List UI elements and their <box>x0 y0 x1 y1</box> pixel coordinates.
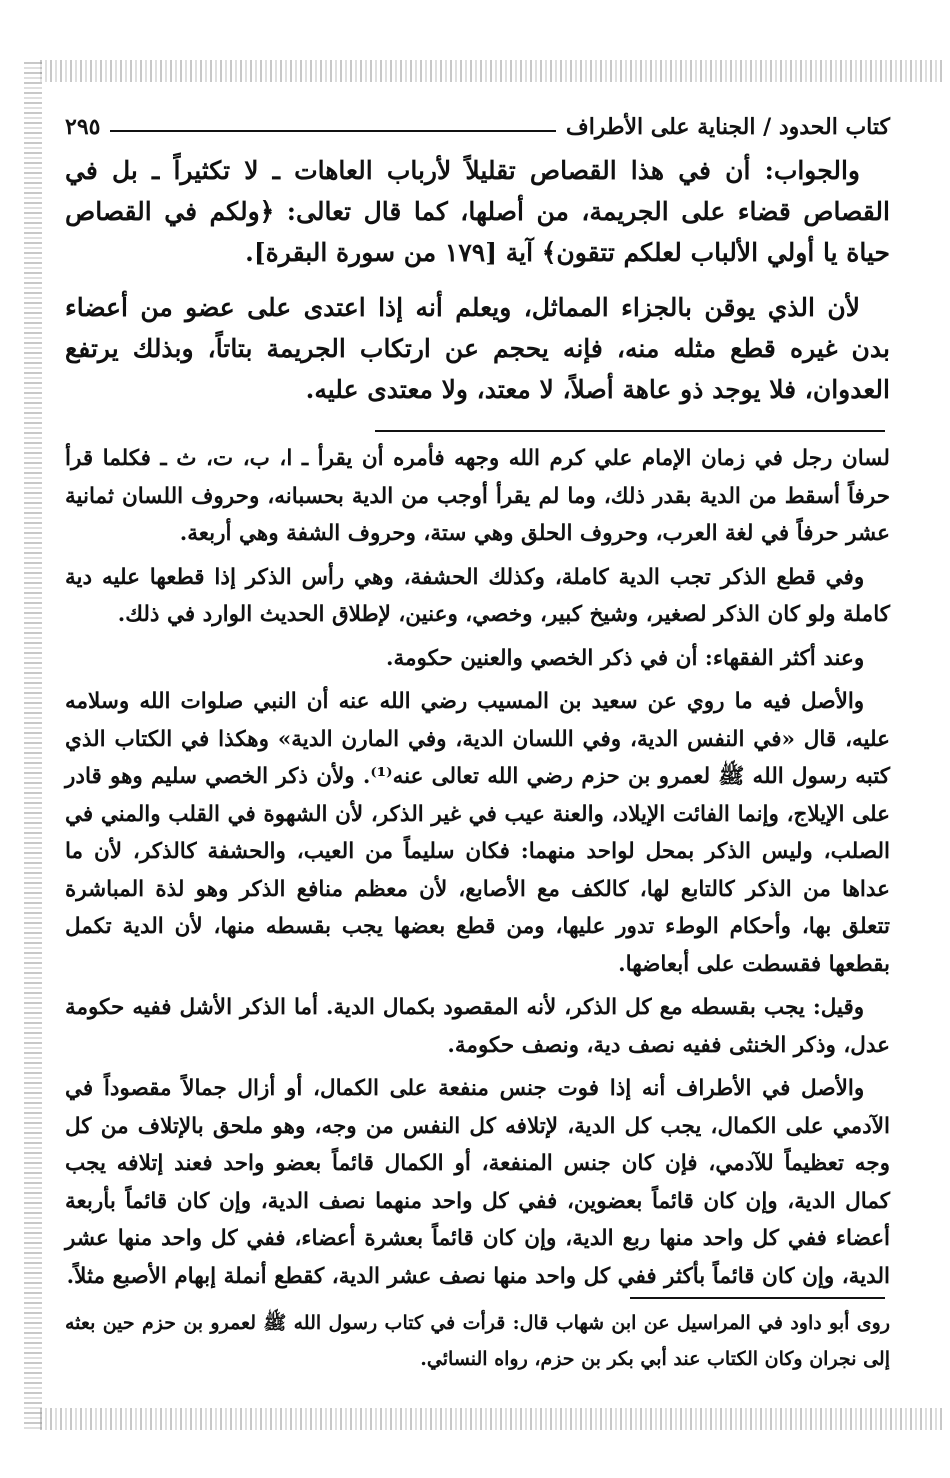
decorative-border-top <box>40 60 945 82</box>
notes-divider <box>375 430 885 432</box>
main-text <box>65 150 890 424</box>
main-paragraph: لأن الذي يوقن بالجزاء المماثل، ويعلم أنه إذا اعتدى على عضو من أعضاء بدن غيره قطع مثله منه، فإنه يحجم عن ارتكاب الجريمة بتاتاً، وبذلك يرتفع العدوان، فلا يوجد ذو عاهة أصلاً، لا معتد، ولا معتدى عليه. <box>65 293 890 404</box>
footnote-text: روى أبو داود في المراسيل عن ابن شهاب قال: قرأت في كتاب رسول الله ﷺ لعمرو بن حزم حين بعثه إلى نجران وكان الكتاب عند أبي بكر بن حزم، رواه النسائي. <box>65 1312 890 1370</box>
main-paragraph: والجواب: أن في هذا القصاص تقليلاً لأرباب العاهات ـ لا تكثيراً ـ بل في القصاص قضاء على الجريمة، من أصلها، كما قال تعالى: ﴿ولكم في القصاص حياة يا أولي الألباب لعلكم تتقون﴾ آية [١٧٩ من سورة البقرة]. <box>65 156 890 267</box>
running-header <box>65 96 890 140</box>
footnote-section <box>65 1305 890 1377</box>
footnote-divider <box>630 1297 885 1299</box>
notes-section <box>65 440 890 1301</box>
decorative-border-left <box>24 62 42 1430</box>
decorative-border-bottom <box>40 1408 945 1430</box>
page-number: ٢٩٥ <box>65 114 101 140</box>
note-paragraph: لسان رجل في زمان الإمام علي كرم الله وجهه فأمره أن يقرأ ـ ا، ب، ت، ث ـ فكلما قرأ حرفاً أسقط من الدية بقدر ذلك، وما لم يقرأ أوجب من الدية بحسبانه، وحروف اللسان ثمانية عشر حرفاً في لغة العرب، وحروف الحلق وهي ستة، وحروف الشفة وهي أربعة. <box>65 446 890 546</box>
header-title: كتاب الحدود / الجناية على الأطراف <box>565 114 890 140</box>
note-paragraph: وقيل: يجب بقسطه مع كل الذكر، لأنه المقصود بكمال الدية. أما الذكر الأشل ففيه حكومة عدل، وذكر الخنثى ففيه نصف دية، ونصف حكومة. <box>65 995 890 1058</box>
note-paragraph: والأصل في الأطراف أنه إذا فوت جنس منفعة على الكمال، أو أزال جمالاً مقصوداً في الآدمي على الكمال، يجب كل الدية، لإتلافه كل النفس من وجه، وهو ملحق بالإتلاف من كل وجه تعظيماً للآدمي، فإن كان جنس المنفعة، أو الكمال قائماً بعضو واحد فعند إتلافه يجب كمال الدية، وإن كان قائماً بعضوين، ففي كل واحد منهما نصف الدية، وإن كان قائماً بأربعة أعضاء ففي كل واحد منها ربع الدية، وإن كان قائماً بعشرة أعضاء، ففي كل واحد منها عشر الدية، وإن كان قائماً بأكثر ففي كل واحد منها نصف عشر الدية، كقطع أنملة إبهام الأصبع مثلاً. <box>65 1076 890 1289</box>
note-paragraph: والأصل فيه ما روي عن سعيد بن المسيب رضي الله عنه أن النبي صلوات الله وسلامه عليه، قال «في النفس الدية، وفي اللسان الدية، وفي المارن الدية» وهكذا في الكتاب الذي كتبه رسول الله ﷺ لعمرو بن حزم رضي الله تعالى عنه⁽¹⁾. ولأن ذكر الخصي سليم وهو قادر على الإيلاج، وإنما الفائت الإيلاد، والعنة عيب في غير الذكر، لأن الشهوة في القلب والمني في الصلب، وليس الذكر بمحل لواحد منهما: فكان سليماً من العيب، والحشفة كالذكر، لأن ما عداها من الذكر كالتابع لها، كالكف مع الأصابع، لأن معظم منافع الذكر وهو لذة المباشرة تتعلق بها، وأحكام الوطء تدور عليها، ومن قطع بعضها يجب بقسطه منها، لأن الدية تكمل بقطعها فقسطت على أبعاضها. <box>65 689 890 977</box>
note-paragraph: وفي قطع الذكر تجب الدية كاملة، وكذلك الحشفة، وهي رأس الذكر إذا قطعها عليه دية كاملة ولو كان الذكر لصغير، وشيخ كبير، وخصي، وعنين، لإطلاق الحديث الوارد في ذلك. <box>65 564 890 627</box>
note-paragraph: وعند أكثر الفقهاء: أن في ذكر الخصي والعنين حكومة. <box>385 645 865 671</box>
header-rule <box>110 130 555 132</box>
